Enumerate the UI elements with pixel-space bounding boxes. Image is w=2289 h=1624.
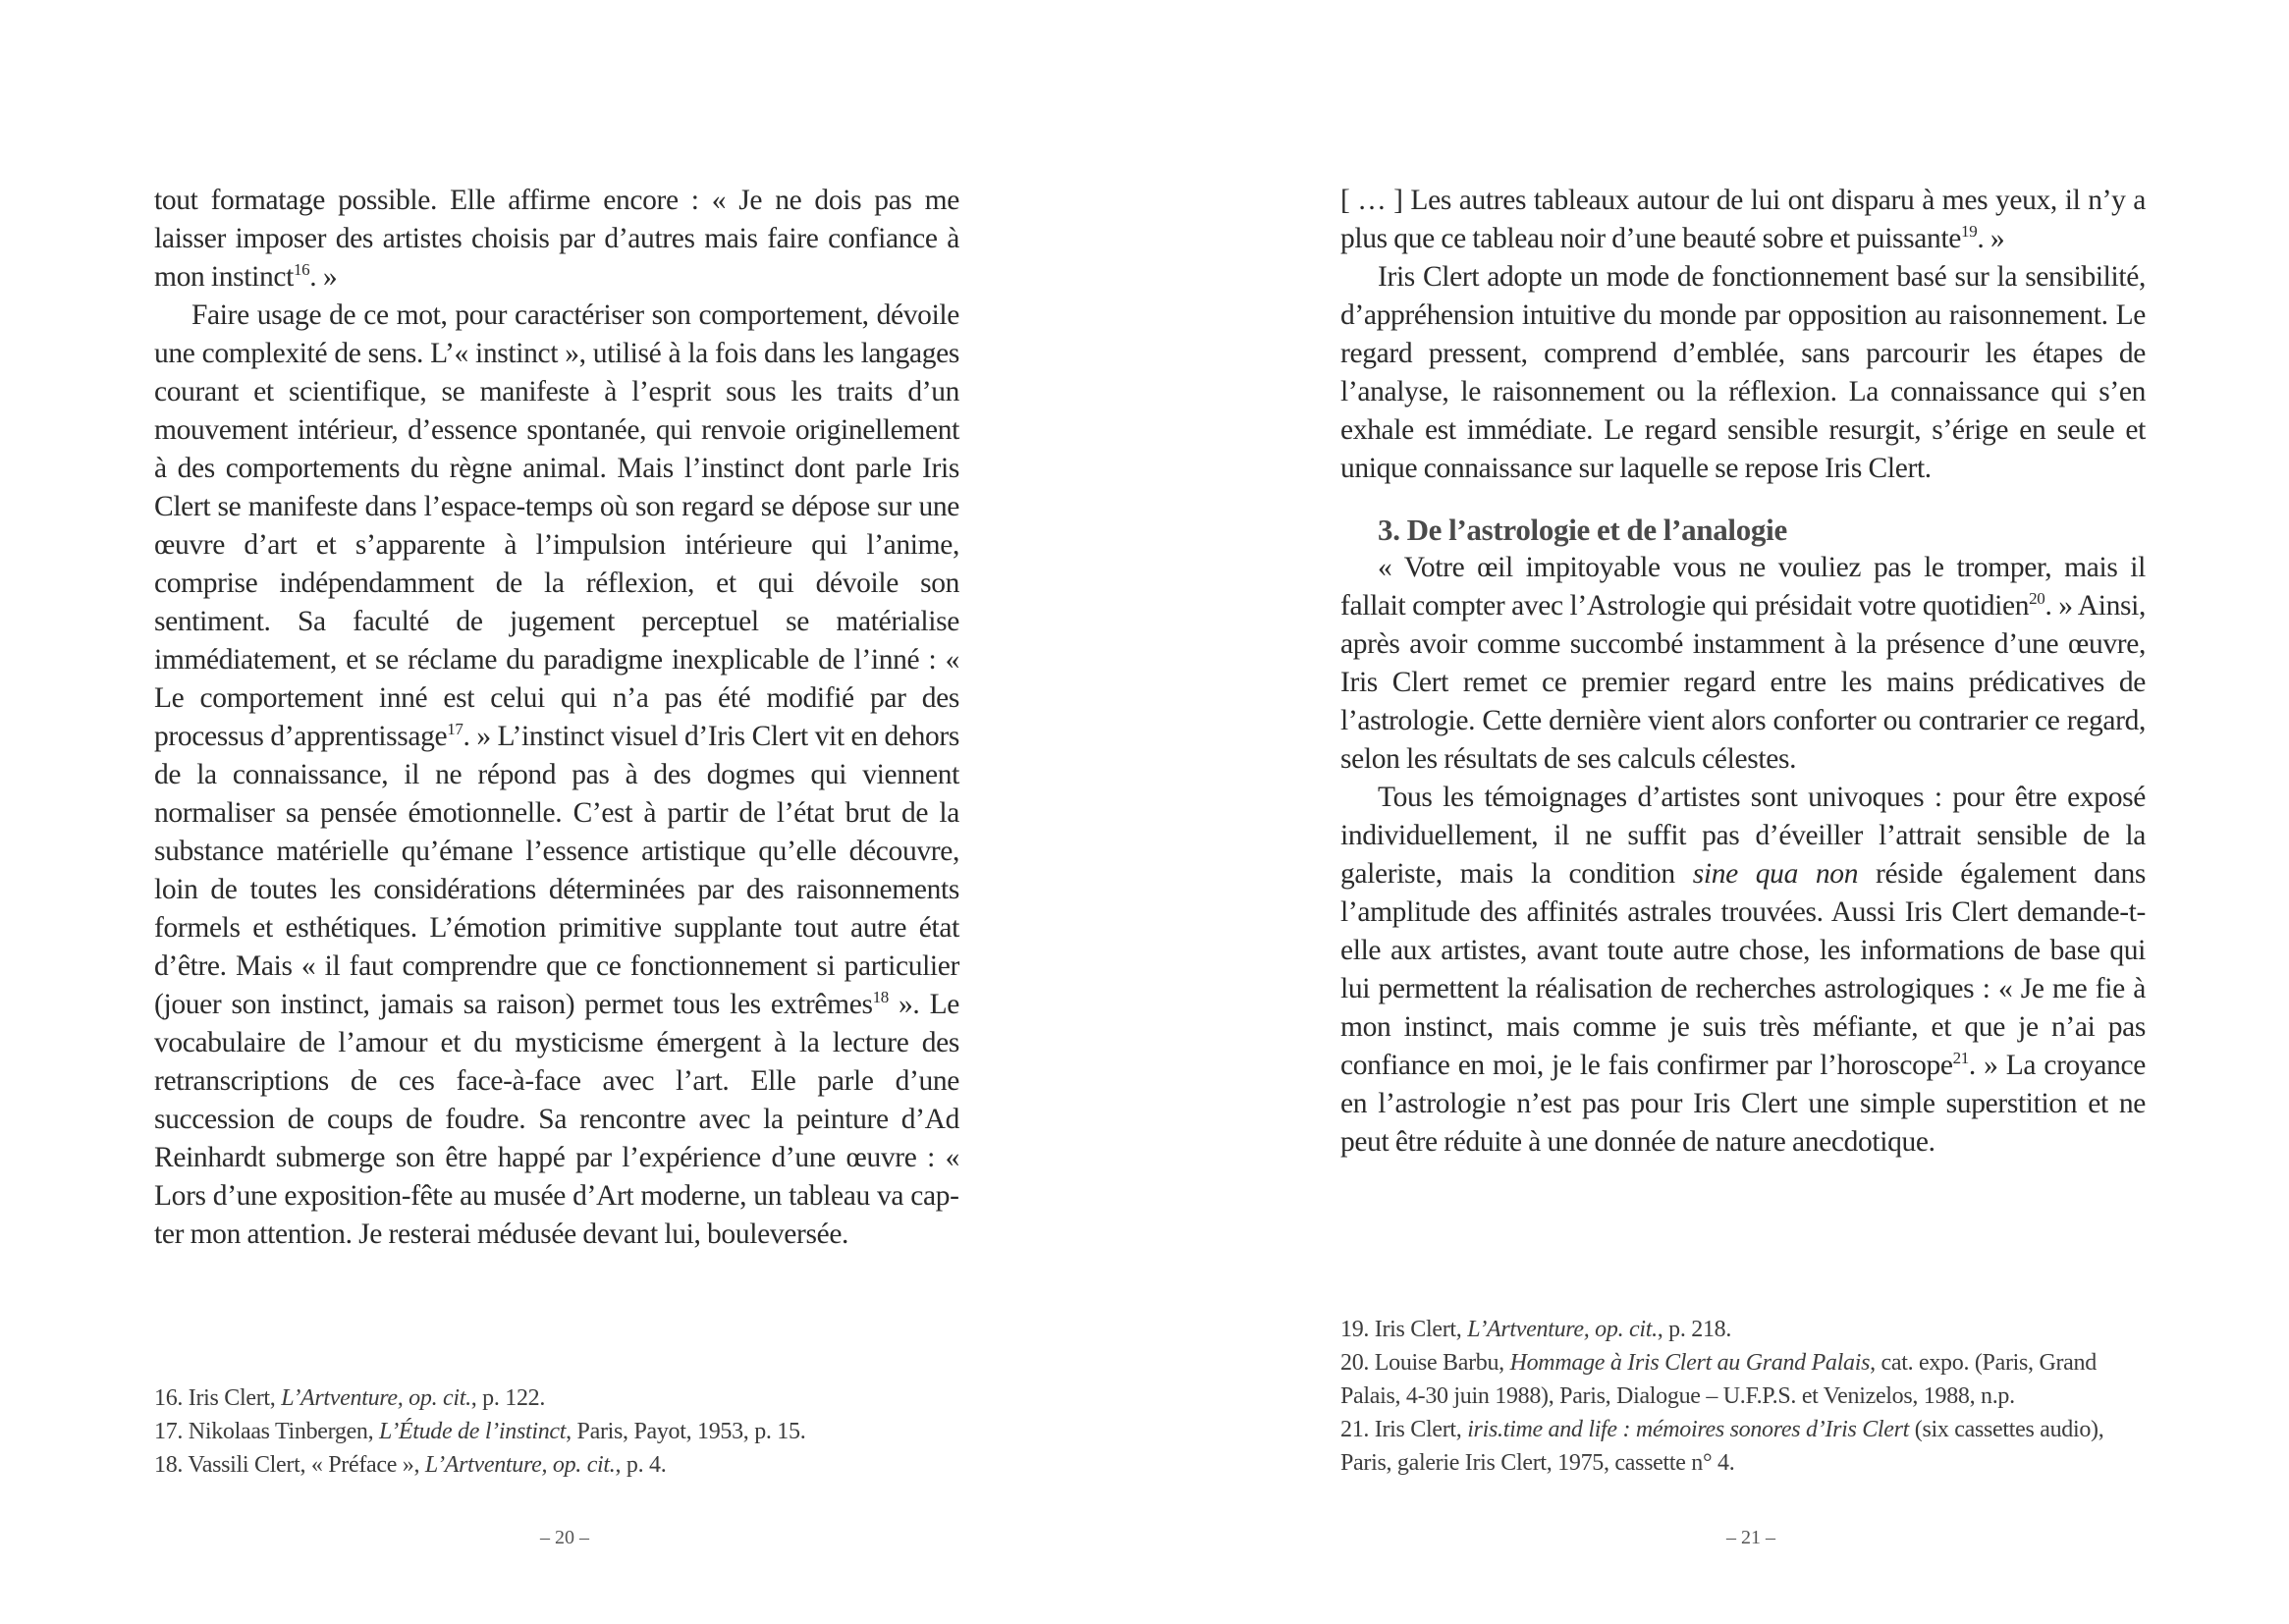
footnote-19 [1340,1313,2155,1346]
footnote-text: 20. Louise Barbu, [1340,1350,1510,1376]
paragraph-text: « Votre œil impitoyable vous ne vouliez pas le tromper, mais il fallait compter avec l’Astrologie qui présidait votre quotidien [1340,552,2146,622]
footnote-16 [154,1381,969,1415]
footnote-title: L’Étude de l’instinct [379,1419,567,1444]
paragraph-text: réside également dans l’amplitude des affinités astrales trouvées. Aussi Iris Clert demande-t-elle aux artistes, avant toute autre chose, les informations de base qui lui permettent la réalisation de recherches astrologiques : « Je me fie à mon instinct, mais comme je suis très méfiante, et que je n’ai pas confiance en moi, je le fais confirmer par l’horoscope [1340,858,2146,1081]
paragraph-text: . » [1977,223,2005,254]
footnote-title: Hommage à Iris Clert au Grand Palais [1509,1350,1871,1376]
left-footnotes [154,1381,969,1482]
paragraph [1340,182,2146,258]
footnote-title: L’Artventure, op. cit. [281,1385,471,1411]
footnote-ref-16[interactable]: 16 [293,260,310,279]
footnote-text: 21. Iris Clert, [1340,1417,1468,1442]
right-body-text [1340,182,2146,1162]
footnote-ref-17[interactable]: 17 [447,720,463,738]
footnote-title: L’Artventure, op. cit. [1467,1317,1658,1342]
footnote-20 [1340,1346,2155,1413]
paragraph-text: ». Le vocabulaire de l’amour et du mysticisme émergent à la lecture des retranscriptions de ces face-à-face avec l’art. Elle parle d’une succession de coups de foudre. Sa rencontre avec la peinture d’Ad Reinhardt submerge son être happé par l’expérience d’une œuvre : « Lors d’une exposition-fête au musée d’Art moderne, un tableau va capter mon attention. Je resterai médusée devant lui, bouleversée. [154,989,959,1250]
right-page [1144,0,2289,1624]
page-number-left: – 20 – [540,1527,589,1548]
footnote-21 [1340,1413,2155,1480]
footnote-17 [154,1415,969,1448]
paragraph [1340,779,2146,1162]
section-heading: 3. De l’astrologie et de l’analogie [1378,513,1787,547]
italic-phrase: sine qua non [1692,858,1859,890]
footnote-text: , Paris, Payot, 1953, p. 15. [566,1419,806,1444]
footnote-ref-18[interactable]: 18 [872,988,889,1006]
footnote-text: 19. Iris Clert, [1340,1317,1468,1342]
paragraph-text: [ … ] Les autres tableaux autour de lui ont disparu à mes yeux, il n’y a plus que ce tableau noir d’une beauté sobre et puissante [1340,185,2146,254]
left-body-text [154,182,959,1254]
paragraph-text: Tous les témoignages d’artistes sont univoques : pour être exposé individuellement, il ne suffit pas d’éveiller l’attrait sensible de la galeriste, mais la condition [1340,782,2146,890]
paragraph-text: . » [309,261,338,293]
footnote-text: 17. Nikolaas Tinbergen, [154,1419,380,1444]
paragraph: Iris Clert adopte un mode de fonctionnement basé sur la sensibilité, d’appréhension intuitive du monde par opposition au raisonnement. Le regard pressent, comprend d’emblée, sans parcourir les étapes de l’analyse, le raisonnement ou la réflexion. La connaissance qui s’en exhale est immédiate. Le regard sensible resurgit, s’érige en seule et unique connaissance sur laquelle se repose Iris Clert. [1340,261,2146,484]
footnote-title: L’Artventure, op. cit. [424,1452,616,1478]
footnote-text: , p. 4. [615,1452,667,1478]
footnote-ref-20[interactable]: 20 [2029,589,2045,608]
page-number-right: – 21 – [1726,1527,1775,1548]
footnote-text: 18. Vassili Clert, « Préface », [154,1452,425,1478]
paragraph [154,182,959,297]
paragraph [154,297,959,1254]
footnote-text: 16. Iris Clert, [154,1385,282,1411]
paragraph-text: Faire usage de ce mot, pour caractériser son comportement, dévoile une complexité de sens. L’« instinct », utilisé à la fois dans les langages courant et scientifique, se manifeste à l’esprit sous les traits d’un mouvement intérieur, d’essence spontanée, qui renvoie originellement à des comportements du règne animal. Mais l’instinct dont parle Iris Clert se manifeste dans l’espace-temps où son regard se dépose sur une œuvre d’art et s’apparente à l’impulsion intérieure qui l’anime, comprise indépendamment de la réflexion, et qui dévoile son sentiment. Sa faculté de jugement perceptuel se matérialise immédiatement, et se réclame du paradigme inexplicable de l’inné : « Le comportement inné est celui qui n’a pas été modifié par des processus d’apprentissage [154,299,959,752]
footnote-18 [154,1448,969,1482]
left-page [0,0,1144,1624]
paragraph-text: . » Ainsi, après avoir comme succombé instamment à la présence d’une œuvre, Iris Clert remet ce premier regard entre les mains prédicatives de l’astrologie. Cette dernière vient alors conforter ou contrarier ce regard, selon les résultats de ses calculs célestes. [1340,590,2146,775]
footnote-ref-21[interactable]: 21 [1952,1049,1969,1067]
footnote-ref-19[interactable]: 19 [1961,222,1978,241]
paragraph-text: . » L’instinct visuel d’Iris Clert vit en dehors de la connaissance, il ne répond pas à des dogmes qui viennent normaliser sa pensée émotionnelle. C’est à partir de l’état brut de la substance matérielle qu’émane l’essence artistique qu’elle découvre, loin de toutes les considérations déterminées par des raisonnements formels et esthétiques. L’émotion primitive supplante tout autre état d’être. Mais « il faut comprendre que ce fonctionnement si particulier (jouer son instinct, jamais sa raison) permet tous les extrêmes [154,721,960,1020]
footnote-text: , cat. expo. (Paris, Grand Palais, 4-30 juin 1988), Paris, Dialogue – U.F.P.S. et Venizelos, 1988, n.p. [1340,1350,2097,1409]
footnote-text: , p. 218. [1657,1317,1732,1342]
paragraph-text: tout formatage possible. Elle affirme encore : « Je ne dois pas me laisser imposer des artistes choisis par d’autres mais faire confiance à mon instinct [154,185,959,293]
footnote-text: , p. 122. [470,1385,546,1411]
right-footnotes [1340,1313,2155,1480]
paragraph [1340,549,2146,779]
paragraph-text: . » La croyance en l’astrologie n’est pas pour Iris Clert une simple superstition et ne peut être réduite à une donnée de nature anecdotique. [1340,1050,2146,1158]
footnote-title: iris.time and life : mémoires sonores d’Iris Clert [1467,1417,1910,1442]
footnote-text: (six cassettes audio), Paris, galerie Iris Clert, 1975, cassette n° 4. [1340,1417,2104,1476]
